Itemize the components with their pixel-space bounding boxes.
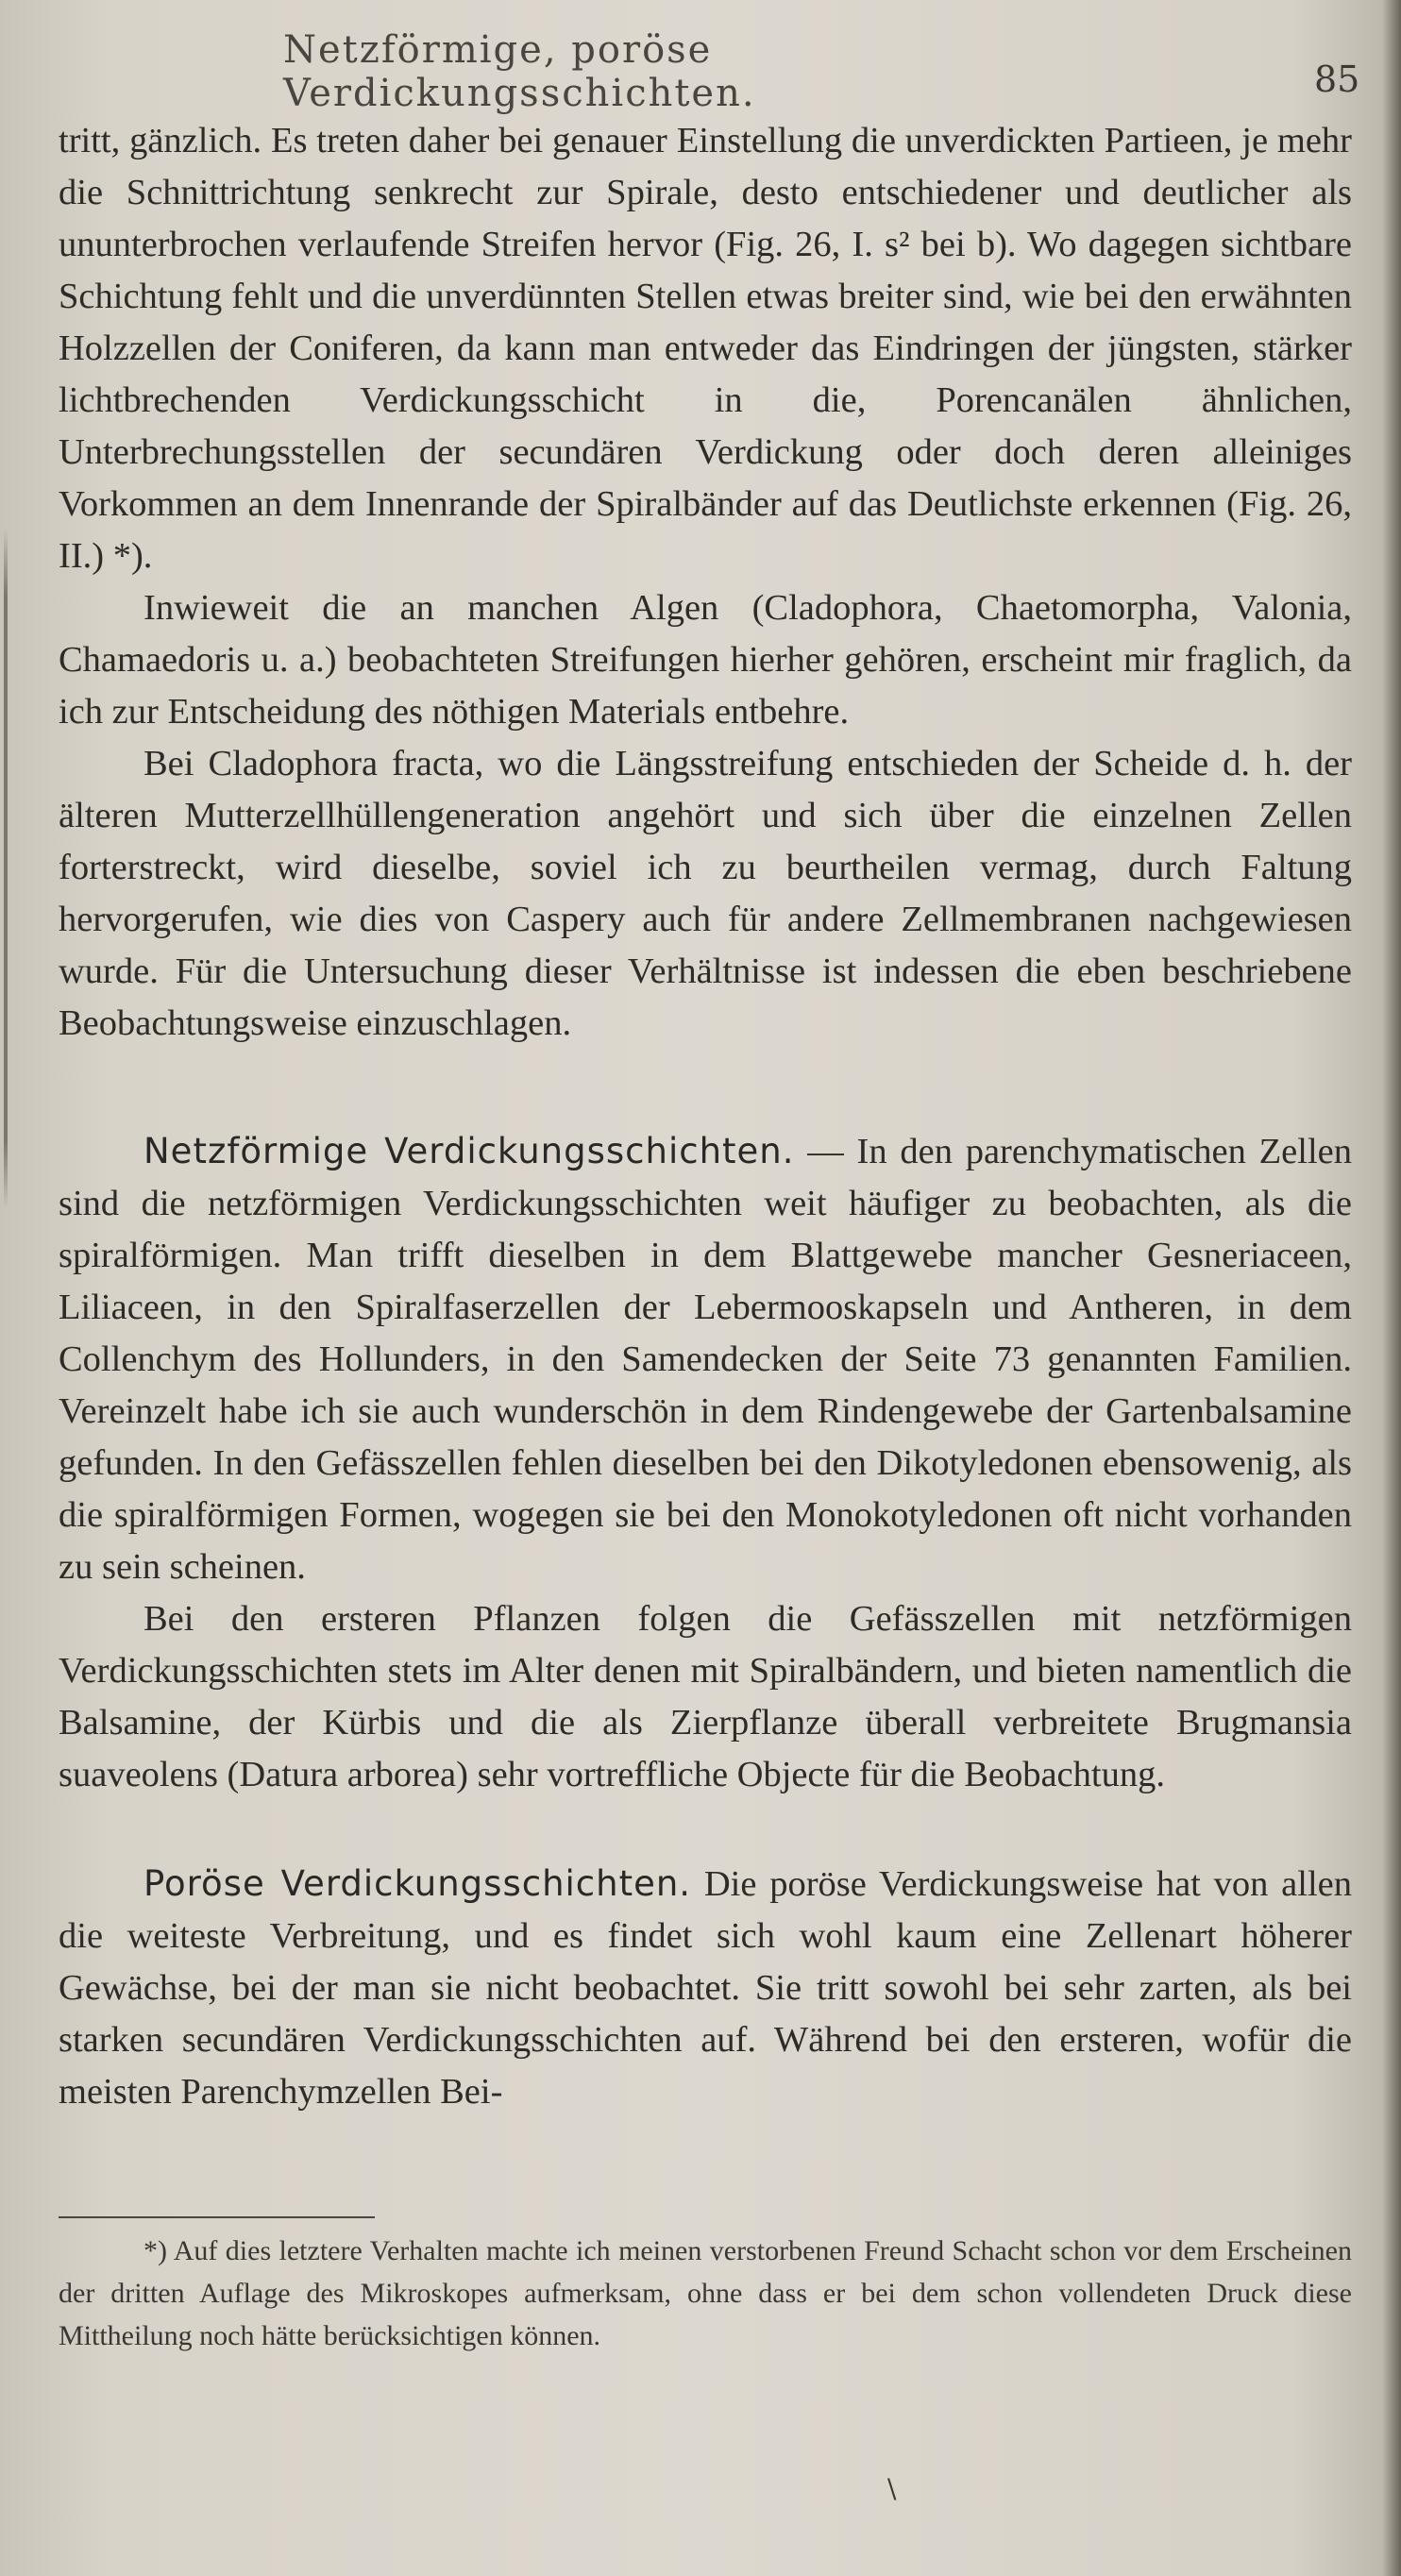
paragraph-cladophora: Bei Cladophora fracta, wo die Längsstreifung entschieden der Scheide d. h. der älteren Mutterzellhüllengeneration angehört und sich über die einzelnen Zellen forterstreckt, wird dieselbe, soviel ich zu beurtheilen vermag, durch Faltung hervorgerufen, wie dies von Caspery auch für andere Zellmembranen nachgewiesen wurde. Für die Untersuchung dieser Verhältnisse ist indessen die eben beschriebene Beobachtungsweise einzuschlagen. — [59, 744, 1352, 1043]
section-netz-text: — In den parenchymatischen Zellen sind die netzförmigen Verdickungsschichten weit häufiger zu beobachten, als die spiralförmigen. Man trifft dieselben in dem Blattgewebe mancher Gesneriaceen, Liliaceen, in den Spiralfaserzellen der Lebermooskapseln und Antheren, in dem Collenchym des Hollunders, in den Samendecken der Seite 73 genannten Familien. Vereinzelt habe ich sie auch wunderschön in dem Rindengewebe der Gartenbalsamine gefunden. In den Gefässzellen fehlen dieselben bei den Dikotyledonen ebensowenig, als die spiralförmigen Formen, wogegen sie bei den Monokotyledonen oft nicht vorhanden zu sein scheinen. — [59, 1132, 1352, 1587]
section-poros-text: Die poröse Verdickungsweise hat von allen die weiteste Verbreitung, und es findet sich wohl kaum eine Zellenart höherer Gewächse, bei der man sie nicht beobachtet. Sie tritt sowohl bei sehr zarten, als bei starken secundären Verdickungsschichten auf. Während bei den ersteren, wofür die meisten Parenchymzellen Bei- — [59, 1864, 1352, 2112]
section-gap — [59, 1801, 1352, 1858]
paragraph-continuation: tritt, gänzlich. Es treten daher bei genauer Einstellung die unverdickten Partieen, je mehr die Schnittrichtung senkrecht zur Spirale, desto entschiedener und deutlicher als ununterbrochen verlaufende Streifen hervor (Fig. 26, I. s² bei b). Wo dagegen sichtbare Schichtung fehlt und die unverdünnten Stellen etwas breiter sind, wie bei den erwähnten Holzzellen der Coniferen, da kann man entweder das Eindringen der jüngsten, stärker lichtbrechenden Verdickungsschicht in die, Porencanälen ähnlichen, Unterbrechungsstellen der secundären Verdickung oder doch deren alleiniges Vorkommen an dem Innenrande der Spiralbänder auf das Deutlichste erkennen (Fig. 26, II.) *). — [59, 121, 1352, 576]
section-gap — [59, 1050, 1352, 1125]
footnote-text: *) Auf dies letztere Verhalten machte ich meinen verstorbenen Freund Schacht schon vor dem Erscheinen der dritten Auflage des Mikroskopes aufmerksam, ohne dass er bei dem schon vollendeten Druck diese Mittheilung noch hätte berücksichtigen können. — [59, 2235, 1352, 2351]
section-poros-paragraph — [59, 1858, 1352, 2118]
signature-mark: \ — [887, 2473, 897, 2504]
section-netz-paragraph — [59, 1125, 1352, 1593]
footnote — [59, 2230, 1352, 2357]
main-text — [59, 115, 1352, 2118]
running-head: Netzförmige, poröse Verdickungsschichten. — [283, 28, 756, 115]
paragraph-gefaesszellen: Bei den ersteren Pflanzen folgen die Gefässzellen mit netzförmigen Verdickungsschichten stets im Alter denen mit Spiralbändern, und bieten namentlich die Balsamine, der Kürbis und die als Zierpflanze überall verbreitete Brugmansia suaveolens (Datura arborea) sehr vortreffliche Objecte für die Beobachtung. — [59, 1599, 1352, 1794]
binding-shadow — [1382, 0, 1401, 2576]
page-number: 85 — [1314, 59, 1360, 100]
section-heading-poros: Poröse Verdickungsschichten. — [143, 1863, 692, 1904]
page-edge-shadow — [4, 529, 8, 1208]
footnote-rule — [59, 2216, 375, 2218]
section-heading-netz: Netzförmige Verdickungsschichten. — [143, 1131, 795, 1171]
paragraph-algen: Inwieweit die an manchen Algen (Cladophora, Chaetomorpha, Valonia, Chamaedoris u. a.) beobachteten Streifungen hierher gehören, erscheint mir fraglich, da ich zur Entscheidung des nöthigen Materials entbehre. — [59, 588, 1352, 732]
